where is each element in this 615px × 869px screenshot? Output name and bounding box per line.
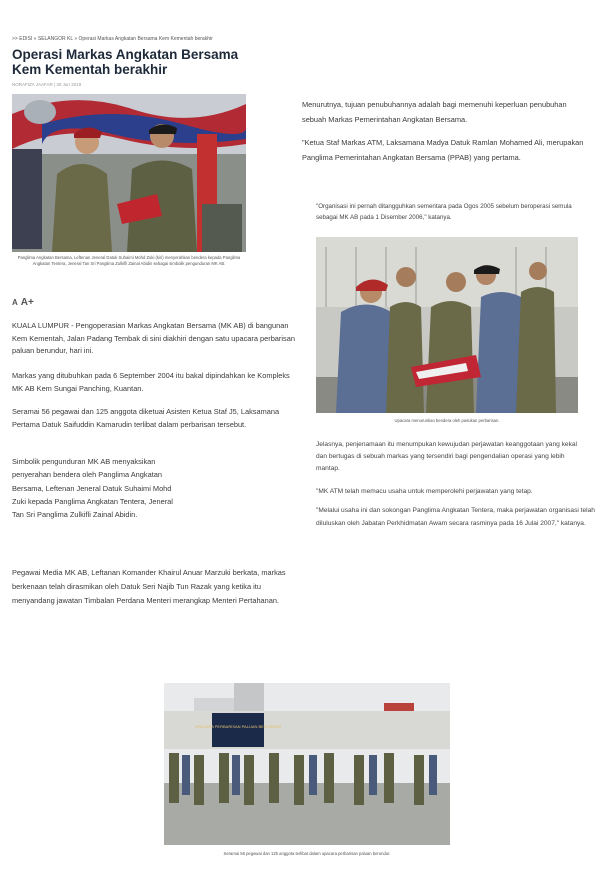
photo-illustration (316, 237, 578, 413)
paragraph: Simbolik pengunduran MK AB menyaksikan penyerahan bendera oleh Panglima Angkatan Bersama, Leftenan Jeneral Datuk Suhaimi Mohd Zuki kepada Panglima Angkatan Tentera, Jeneral Tan Sri Panglima Zulkifli Zainal Abidin. (12, 457, 173, 520)
article-byline: NORAFIZA JAAFAR | 30 Jun 2019 (12, 82, 82, 87)
article-photo-parade[interactable] (164, 683, 450, 845)
font-increase-button[interactable]: A+ (20, 297, 34, 308)
paragraph: Seramai 56 pegawai dan 125 anggota diketuai Asisten Ketua Staf J5, Laksamana Pertama Datuk Saifuddin Kamarudin terlibat dalam perbarisan tersebut. (12, 407, 280, 429)
paragraph: Menurutnya, tujuan penubuhannya adalah bagi memenuhi keperluan penubuhan sebuah Markas Pemerintahan Angkatan Bersama. (302, 100, 567, 124)
article-photo-flag-handover[interactable] (12, 94, 246, 252)
breadcrumb-separator: » (32, 36, 38, 42)
article-photo-flag-lowering[interactable] (316, 237, 578, 413)
paragraph-lead: KUALA LUMPUR - Pengoperasian Markas Angkatan Bersama (MK AB) di bangunan Kem Kementah, Jalan Padang Tembak di sini diakhiri dengan satu upacara perbarisan paluan berundur, hari ini. (12, 321, 295, 355)
paragraph: "Ketua Staf Markas ATM, Laksamana Madya Datuk Ramlan Mohamed Ali, merupakan Panglima Pemerintahan Angkatan Bersama (PPAB) yang pertama. (302, 138, 584, 162)
breadcrumb (12, 36, 213, 42)
banner-text: UPACARA PERBARISAN PALUAN BERUNDUR (194, 724, 282, 729)
breadcrumb-separator: » (72, 36, 79, 42)
paragraph: "MK ATM telah memacu usaha untuk memperolehi perjawatan yang tetap. (316, 488, 533, 495)
paragraph: "Melalui usaha ini dan sokongan Panglima Angkatan Tentera, maka perjawatan organisasi telah diluluskan oleh Jabatan Perkhidmatan Awam secara rasminya pada 16 Julai 2007," katanya. (316, 507, 595, 527)
font-decrease-button[interactable]: A (12, 298, 18, 307)
paragraph: Pegawai Media MK AB, Leftanan Komander Khairul Anuar Marzuki berkata, markas berkenaan telah dirasmikan oleh Datuk Seri Najib Tun Razak yang ketika itu menyandang jawatan Timbalan Perdana Menteri merangkap Menteri Pertahanan. (12, 568, 286, 605)
paragraph: Jelasnya, penjenamaan itu menumpukan kewujudan perjawatan keanggotaan yang kekal dan bertugas di sebuah markas yang tersendiri bagi pengendalian operasi yang lebih mantap. (316, 441, 577, 472)
photo2-caption: Upacara menurunkan bendera oleh pasukan perbarisan. (394, 418, 500, 423)
breadcrumb-section[interactable]: SELANGOR KL (37, 36, 73, 42)
photo3-caption: Seramai 56 pegawai dan 125 anggota terlibat dalam upacara perbarisan paluan berundur. (223, 851, 391, 856)
photo1-caption: Panglima Angkatan Bersama, Leftenan Jeneral Datuk Suhaimi Mohd Zuki (kiri) menyerahkan bendera kepada Panglima Angkatan Tentera, Jeneral Tan Sri Panglima Zulkifli Zainal Abidin sebagai simbolik pengunduran MK AB. (17, 255, 241, 266)
photo-illustration (12, 94, 246, 252)
breadcrumb-current: Operasi Markas Angkatan Bersama Kem Kementah berakhir (78, 36, 213, 42)
article-title: Operasi Markas Angkatan Bersama Kem Kementah berakhir (12, 47, 239, 77)
quote: "Organisasi ini pernah ditangguhkan sementara pada Ogos 2005 sebelum beroperasi semula sebagai MK AB pada 1 Disember 2006," katanya. (316, 203, 572, 221)
paragraph: Markas yang ditubuhkan pada 6 September 2004 itu bakal dipindahkan ke Kompleks MK AB Kem Sungai Panching, Kuantan. (12, 371, 290, 393)
breadcrumb-home[interactable]: >> EDISI (12, 36, 33, 42)
font-size-controls (12, 297, 37, 308)
photo-illustration (164, 683, 450, 845)
